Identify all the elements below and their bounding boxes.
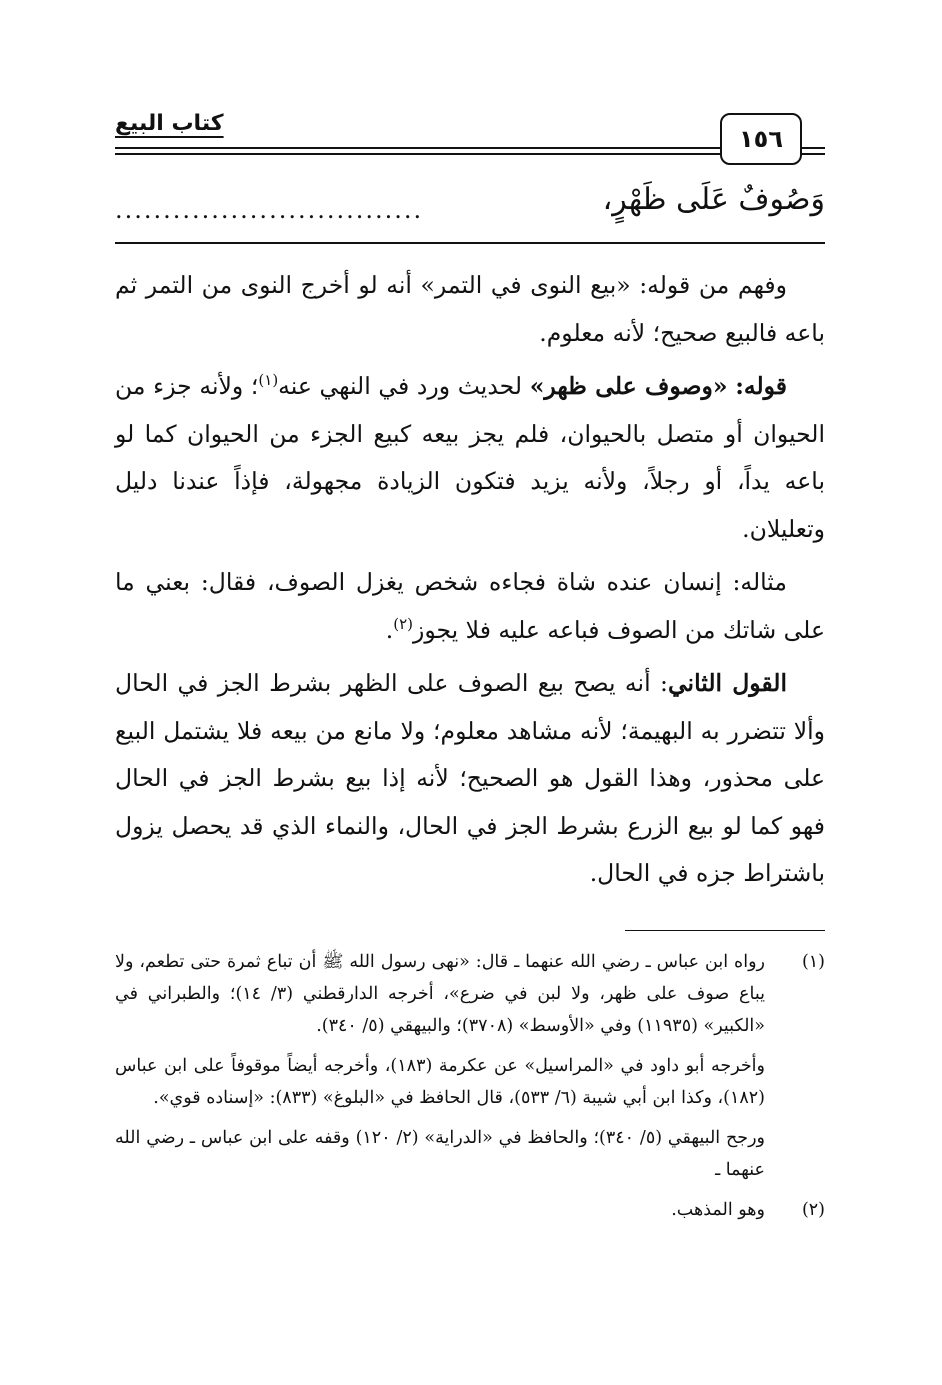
paragraph-3-text: مثاله: إنسان عنده شاة فجاءه شخص يغزل الصوف، فقال: بعني ما على شاتك من الصوف فباعه عليه فلا يجوز <box>115 568 825 644</box>
book-title: كتاب البيع <box>115 111 224 136</box>
paragraph-1: وفهم من قوله: «بيع النوى في التمر» أنه لو أخرج النوى من التمر ثم باعه فالبيع صحيح؛ لأنه معلوم. <box>115 271 825 347</box>
footnote-2-text: وهو المذهب. <box>671 1200 765 1220</box>
footnote-2 <box>115 1194 825 1226</box>
header-rule-bottom <box>115 153 825 155</box>
footnote-ref-2[interactable]: (٢) <box>393 614 414 633</box>
footnotes <box>115 946 825 1234</box>
page-header <box>115 105 825 165</box>
header-rule-top <box>115 147 825 149</box>
paragraph-2-rest: لحديث ورد في النهي عنه <box>278 372 530 400</box>
matn-text: وَصُوفٌ عَلَى ظَهْرٍ، <box>602 182 825 217</box>
footnote-2-number: (٢) <box>801 1200 825 1220</box>
paragraph-4 <box>115 660 825 898</box>
footnote-1-continuation-2: ورجح البيهقي (٥/ ٣٤٠)؛ والحافظ في «الدراية» (٢/ ١٢٠) وقفه على ابن عباس ـ رضي الله عنهما ـ <box>115 1128 765 1180</box>
paragraph-2-tail: ؛ ولأنه جزء من الحيوان أو متصل بالحيوان، فلم يجز بيعه كبيع الجزء من الحيوان كما لو باعه يداً، أو رجلاً، ولأنه يزيد فتكون الزيادة مجهولة، فإذاً عندنا دليل وتعليلان. <box>115 372 825 543</box>
page-number: ١٥٦ <box>720 113 802 165</box>
footnote-ref-1[interactable]: (١) <box>258 371 279 390</box>
footnote-1-continuation-1: وأخرجه أبو داود في «المراسيل» عن عكرمة (١٨٣)، وأخرجه أيضاً موقوفاً على ابن عباس (١٨٢)، وكذا ابن أبي شيبة (٦/ ٥٣٣)، قال الحافظ في «البلوغ» (٨٣٣): «إسناده قوي». <box>115 1056 765 1108</box>
paragraph-4-label: القول الثاني <box>667 669 787 697</box>
paragraph-3 <box>115 559 825 654</box>
paragraph-4-rest: : أنه يصح بيع الصوف على الظهر بشرط الجز في الحال وألا تتضرر به البهيمة؛ لأنه مشاهد معلوم؛ ولا مانع من بيعه فلا يشتمل البيع على محذور، وهذا القول هو الصحيح؛ لأنه إذا بيع بشرط الجز في الحال فهو كما لو بيع الزرع بشرط الجز في الحال، والنماء الذي قد يحصل يزول باشتراط جزه في الحال. <box>115 669 825 887</box>
footnote-1-number: (١) <box>801 952 825 972</box>
footnote-1-text: رواه ابن عباس ـ رضي الله عنهما ـ قال: «نهى رسول الله ﷺ أن تباع ثمرة حتى تطعم، ولا يباع صوف على ظهر، ولا لبن في ضرع»، أخرجه الدارقطني (٣/ ١٤)؛ والطبراني في «الكبير» (١١٩٣٥) وفي «الأوسط» (٣٧٠٨)؛ والبيهقي (٥/ ٣٤٠). <box>115 952 765 1036</box>
footnote-separator <box>625 930 825 931</box>
paragraph-2-label: قوله: <box>735 372 787 400</box>
paragraph-2 <box>115 363 825 553</box>
matn-separator <box>115 242 825 244</box>
matn-line <box>115 182 825 232</box>
commentary-body <box>115 262 825 904</box>
paragraph-3-tail: . <box>385 615 394 644</box>
matn-dots: ................................ <box>115 196 424 224</box>
footnote-1 <box>115 946 825 1042</box>
paragraph-2-quote: «وصوف على ظهر» <box>529 372 728 400</box>
